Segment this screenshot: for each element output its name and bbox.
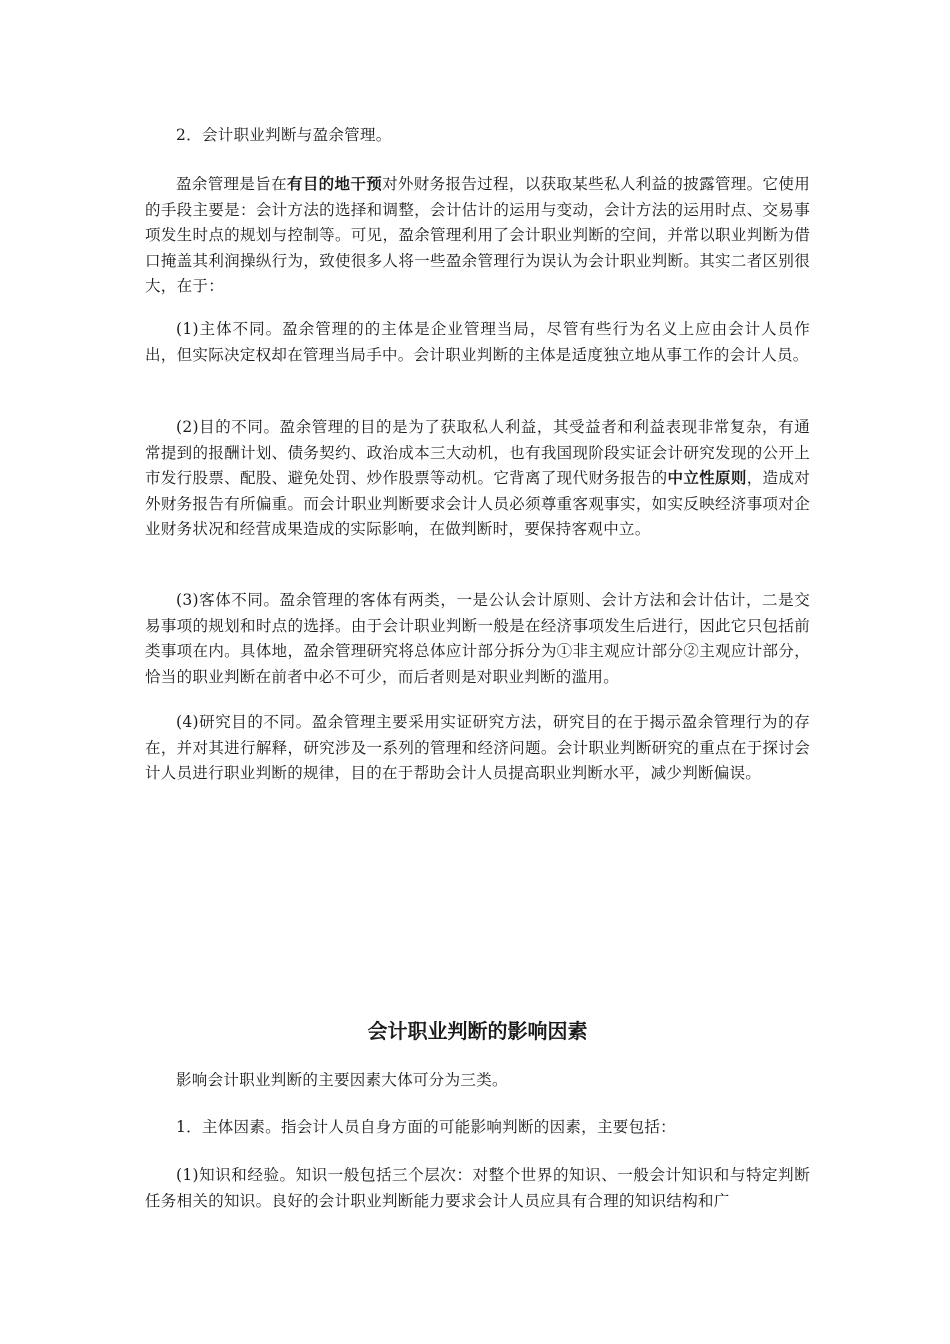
heading-end: 。 (375, 126, 392, 144)
difference-3-paragraph: (3)客体不同。盈余管理的客体有两类，一是公认会计原则、会计方法和会计估计，二是交易事项的规划和时点的选择。由于会计职业判断一般是在经济事项发生后进行，因此它只包括前类事项在内。具体地，盈余管理研究将总体应计部分拆分为①非主观应计部分②主观应计部分，恰当的职业判断在前者中必不可少，而后者则是对职业判断的滥用。 (145, 591, 810, 686)
factor-1-paragraph: 1．主体因素。指会计人员自身方面的可能影响判断的因素，主要包括： (176, 1118, 676, 1136)
factor-1-1-paragraph: (1)知识和经验。知识一般包括三个层次：对整个世界的知识、一般会计知识和与特定判断任务相关的知识。良好的会计职业判断能力要求会计人员应具有合理的知识结构和广 (145, 1166, 810, 1210)
difference-1-paragraph: (1)主体不同。盈余管理的的主体是企业管理当局，尽管有些行为名义上应由会计人员作出，但实际决定权却在管理当局手中。会计职业判断的主体是适度独立地从事工作的会计人员。 (145, 320, 810, 364)
factors-intro-paragraph: 影响会计职业判断的主要因素大体可分为三类。 (176, 1071, 508, 1089)
bold-phrase: 中立性原则 (667, 469, 747, 487)
section-title: 会计职业判断的影响因素 (367, 1019, 588, 1043)
intro-paragraph: 盈余管理是旨在有目的地干预对外财务报告过程，以获取某些私人利益的披露管理。它使用的手段主要是：会计方法的选择和调整，会计估计的运用与变动，会计方法的运用时点、交易事项发生时点的规划与控制等。可见，盈余管理利用了会计职业判断的空间，并常以职业判断为借口掩盖其利润操纵行为，致使很多人将一些盈余管理行为误认为会计职业判断。其实二者区别很大，在于： (145, 175, 810, 295)
section-2-heading (145, 123, 810, 149)
bold-phrase: 有目的地干预 (286, 175, 383, 193)
heading-number: 2． (176, 126, 202, 144)
heading-text: 会计职业判断与盈余管理 (201, 126, 376, 144)
difference-2-paragraph: (2)目的不同。盈余管理的目的是为了获取私人利益，其受益者和利益表现非常复杂，有通常提到的报酬计划、债务契约、政治成本三大动机，也有我国现阶段实证会计研究发现的公开上市发行股票、配股、避免处罚、炒作股票等动机。它背离了现代财务报告的中立性原则，造成对外财务报告有所偏重。而会计职业判断要求会计人员必须尊重客观事实，如实反映经济事项对企业财务状况和经营成果造成的实际影响，在做判断时，要保持客观中立。 (145, 418, 810, 538)
difference-4-paragraph: (4)研究目的不同。盈余管理主要采用实证研究方法，研究目的在于揭示盈余管理行为的存在，并对其进行解释，研究涉及一系列的管理和经济问题。会计职业判断研究的重点在于探讨会计人员进行职业判断的规律，目的在于帮助会计人员提高职业判断水平，减少判断偏误。 (145, 713, 810, 782)
